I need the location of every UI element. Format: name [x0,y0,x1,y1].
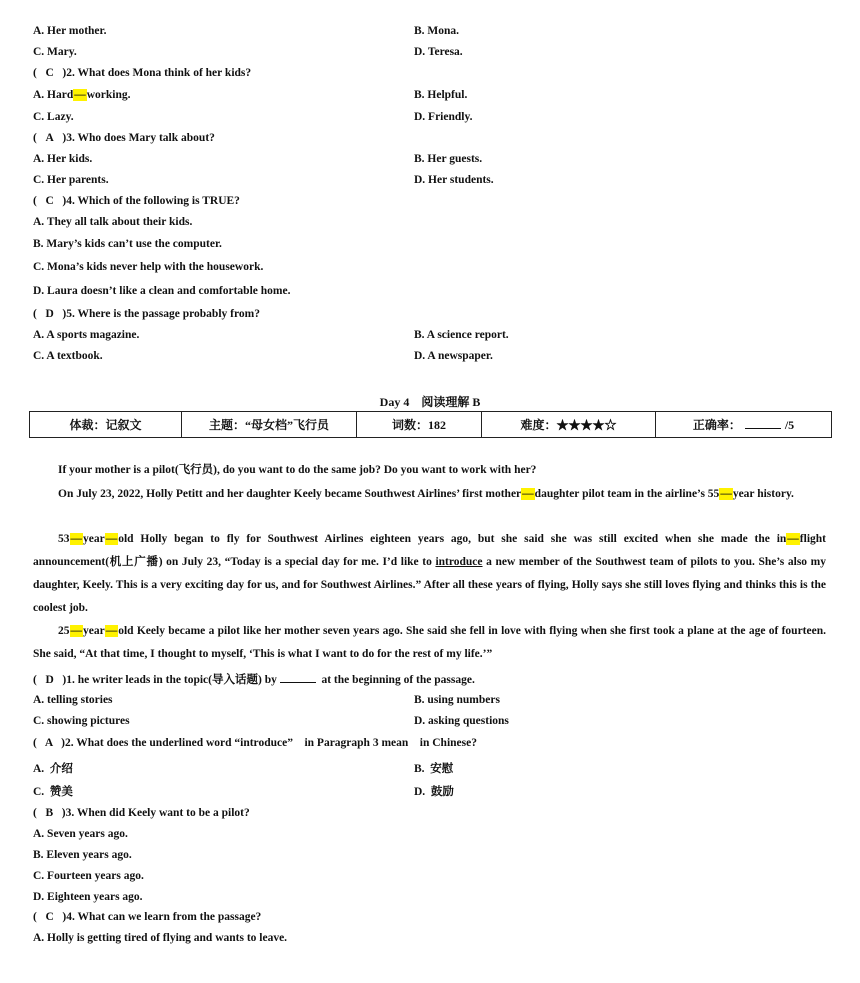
option-a: A. They all talk about their kids. [33,216,193,228]
option-c: C. A textbook. [33,350,103,362]
option-a: A. Holly is getting tired of flying and wants to leave. [33,932,288,944]
option-b: B. Eleven years ago. [33,849,132,861]
option-a: A. 介绍 [33,763,73,775]
genre-cell: 体裁：记叙文 [30,412,182,438]
question-stem: ( A )3. Who does Mary talk about? [33,132,215,144]
option-c: C. showing pictures [33,715,130,727]
option-c: C. 赞美 [33,786,73,798]
option-b: B. Her guests. [414,153,483,165]
passage-paragraph-1: If your mother is a pilot(飞行员), do you want to do the same job? Do you want to work with her? [58,464,537,476]
theme-cell: 主题：“母女档”飞行员 [182,412,357,438]
question-stem: ( C )4. Which of the following is TRUE? [33,195,240,207]
question-stem: ( A )2. What does the underlined word “introduce” in Paragraph 3 mean in Chinese? [33,737,477,749]
accuracy-blank[interactable] [745,418,781,429]
section-title: Day 4 阅读理解 B [379,395,481,409]
option-a: A. A sports magazine. [33,329,140,341]
option-d: D. Her students. [414,174,494,186]
info-table [29,411,832,438]
option-b: B. Helpful. [414,89,468,101]
option-c: C. Mona’s kids never help with the housework. [33,261,264,273]
option-d: D. Friendly. [414,111,473,123]
option-d: D. Teresa. [414,46,463,58]
option-d: D. 鼓励 [414,786,454,798]
option-c: C. Fourteen years ago. [33,870,144,882]
answer-blank[interactable] [280,672,316,683]
option-b: B. Mona. [414,25,460,37]
option-a: A. Her mother. [33,25,107,37]
option-b: B. 安慰 [414,763,454,775]
question-stem: ( D )5. Where is the passage probably from? [33,308,260,320]
option-c: C. Lazy. [33,111,74,123]
word-count-cell: 词数：182 [357,412,482,438]
option-a: A. Her kids. [33,153,93,165]
option-d: D. A newspaper. [414,350,493,362]
option-d: D. asking questions [414,715,509,727]
question-stem: ( D )1. he writer leads in the topic(导入话题) by at the beginning of the passage. [33,674,475,686]
option-a: A. Hard—working. [33,89,131,101]
option-d: D. Laura doesn’t like a clean and comfortable home. [33,285,291,297]
question-stem: ( C )2. What does Mona think of her kids? [33,67,252,79]
question-stem: ( C )4. What can we learn from the passage? [33,911,262,923]
option-b: B. A science report. [414,329,509,341]
difficulty-cell: 难度：★★★★☆ [482,412,656,438]
option-a: A. telling stories [33,694,113,706]
option-b: B. using numbers [414,694,500,706]
underlined-word: introduce [435,556,483,568]
option-a: A. Seven years ago. [33,828,128,840]
passage-paragraph-3: 53—year—old Holly began to fly for Southwest Airlines eighteen years ago, but she said she was still excited when she made the in—flight announcement(机上广播) on July 23, “Today is a special day for me. I’d like to introduce a new member of the Southwest team of pilots to you. She’s also my daughter, Keely. This is a very exciting day for us, and for Southwest Airlines.” After all these years of flying, Holly says she still loves flying and thinks this is the coolest job. [33,533,826,614]
option-d: D. Eighteen years ago. [33,891,143,903]
passage-paragraph-4: 25—year—old Keely became a pilot like her mother seven years ago. She said she fell in love with flying when she first took a plane at the age of fourteen. She said, “At that time, I thought to myself, ‘This is what I want to do for the rest of my life.’” [33,625,826,660]
question-stem: ( B )3. When did Keely want to be a pilot? [33,807,250,819]
option-c: C. Her parents. [33,174,109,186]
passage-paragraph-2: On July 23, 2022, Holly Petitt and her daughter Keely became Southwest Airlines’ first mother—daughter pilot team in the airline’s 55—year history. [58,488,794,500]
option-c: C. Mary. [33,46,77,58]
option-b: B. Mary’s kids can’t use the computer. [33,238,222,250]
accuracy-cell: 正确率： /5 [656,412,832,438]
